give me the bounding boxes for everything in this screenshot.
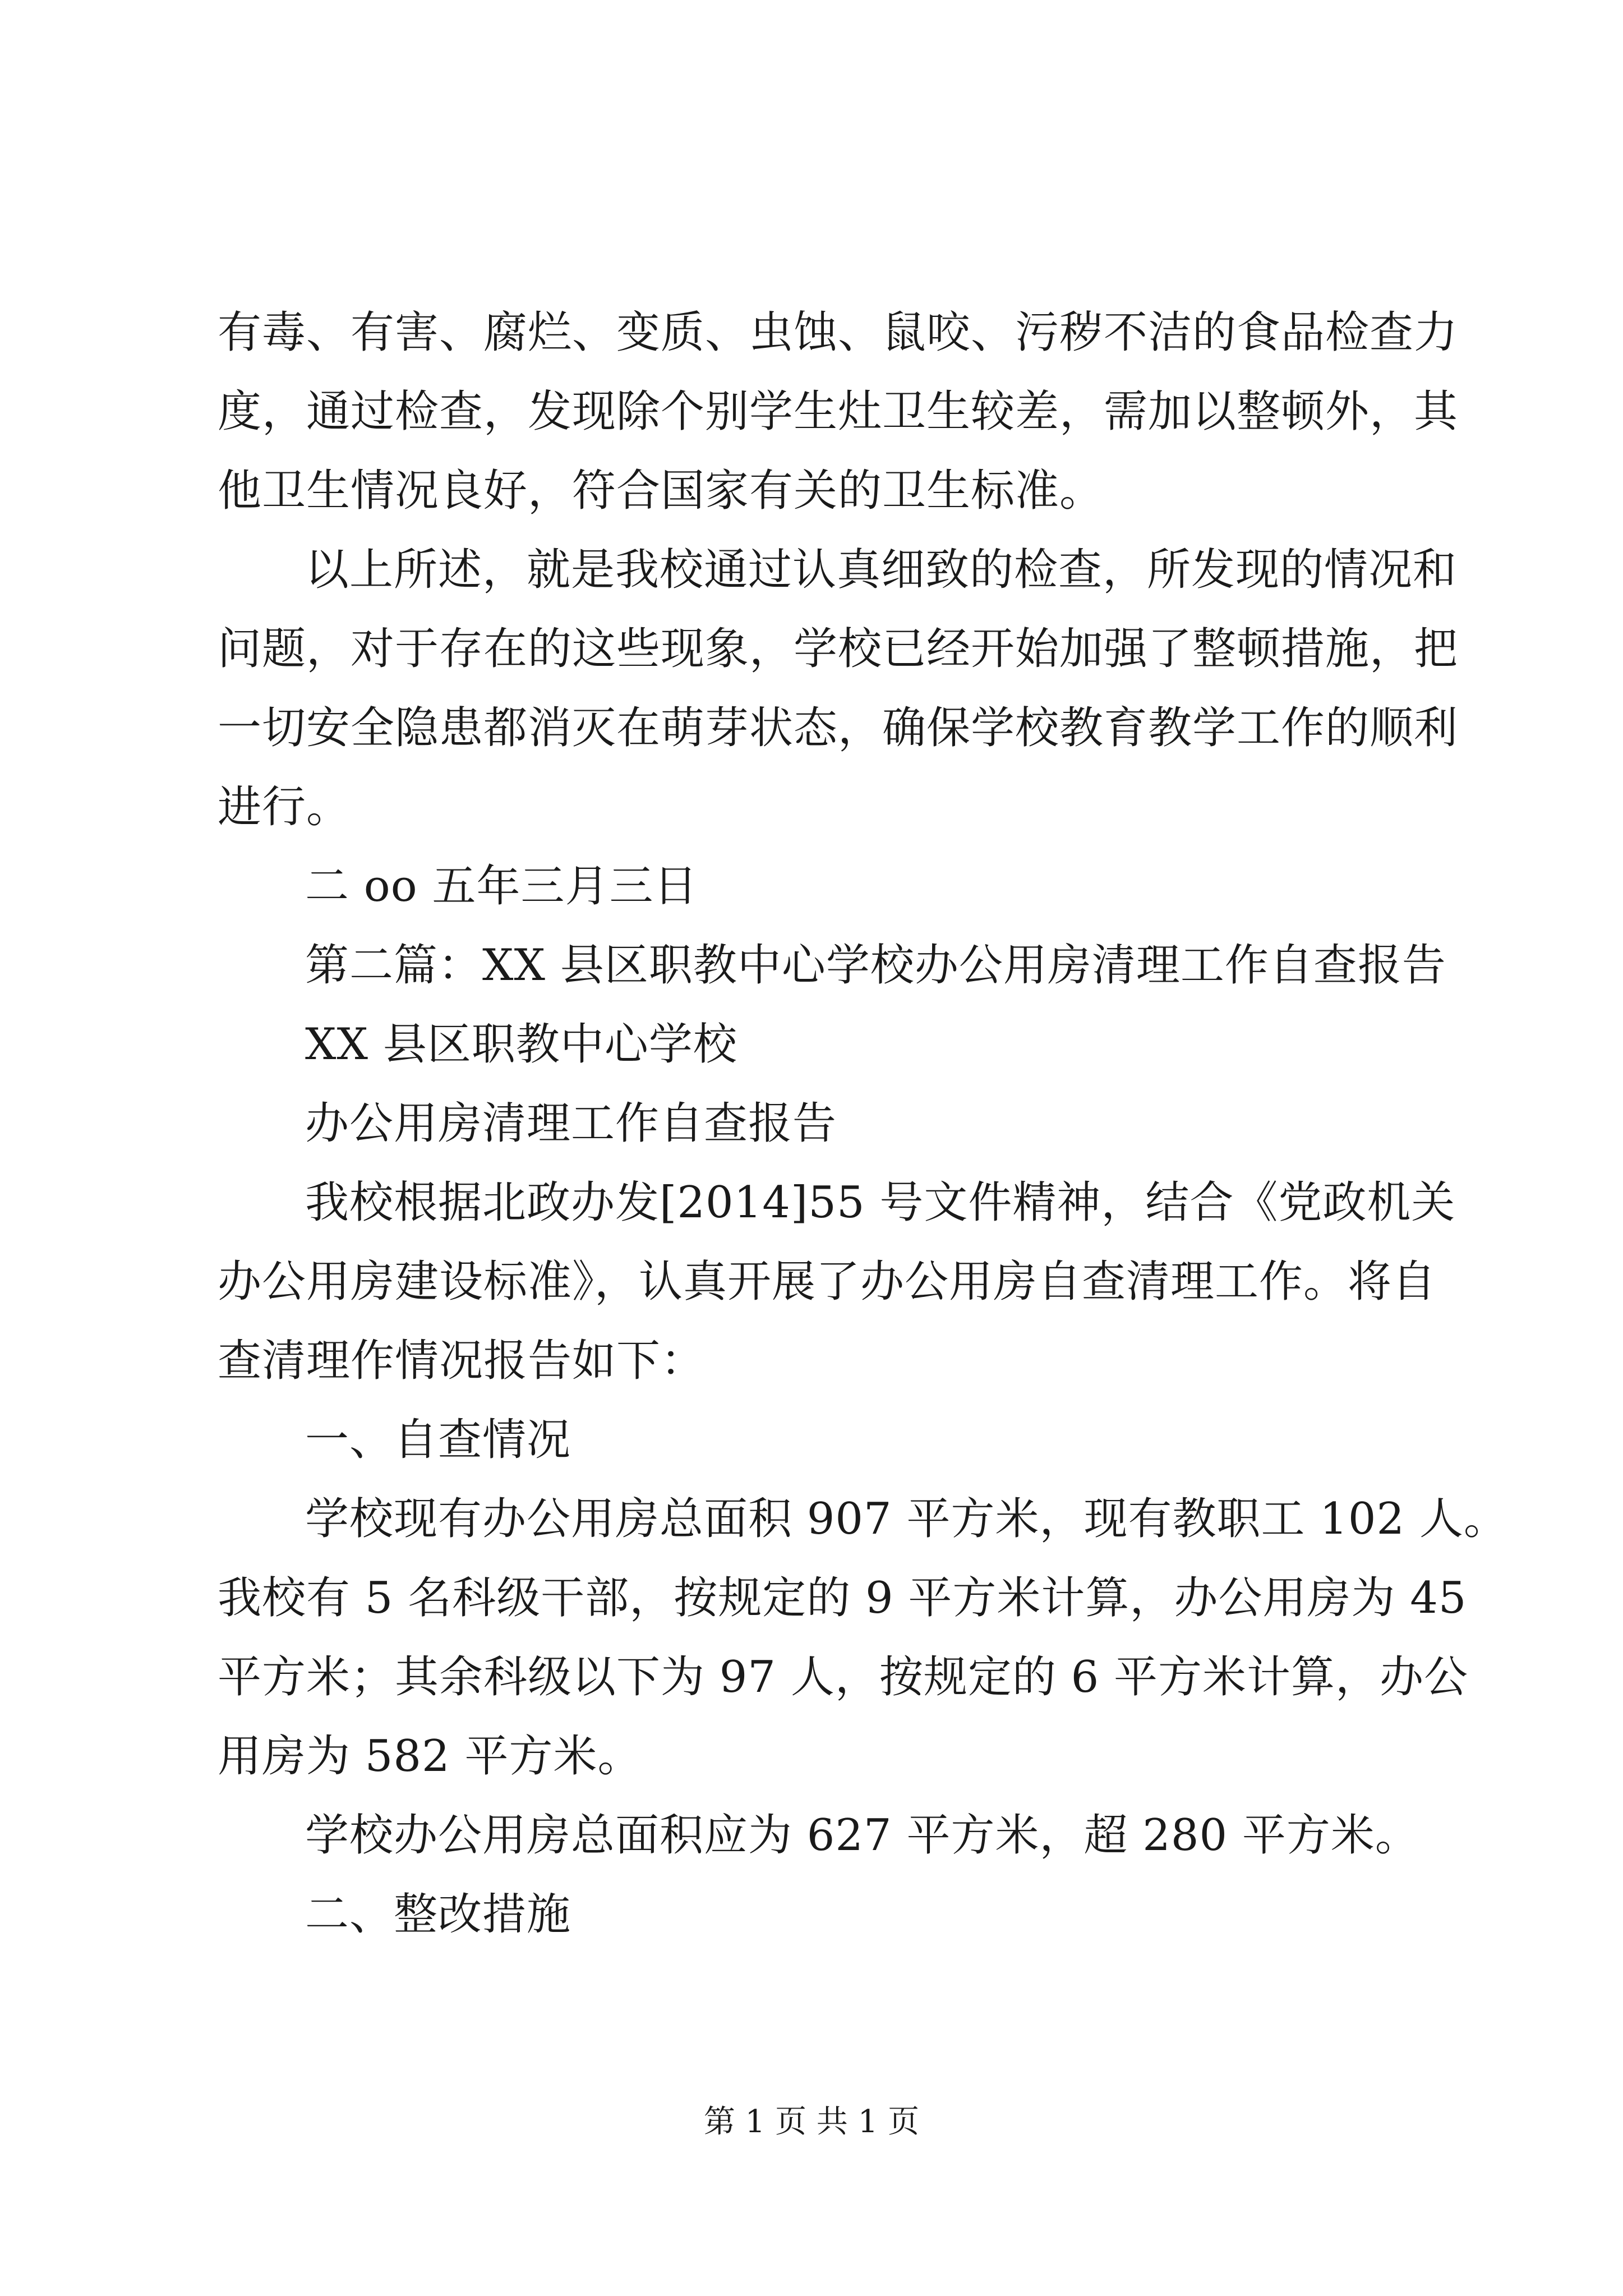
text-line-5: 问题，对于存在的这些现象，学校已经开始加强了整顿措施，把: [218, 624, 1459, 674]
text-line-7: 进行。: [218, 782, 351, 832]
date-line: 二 oo 五年三月三日: [305, 861, 698, 912]
heading-self-check: 一、自查情况: [305, 1415, 571, 1465]
section-title: 第二篇：XX 县区职教中心学校办公用房清理工作自查报告: [305, 940, 1446, 991]
heading-rectification: 二、整改措施: [305, 1889, 571, 1940]
school-name: XX 县区职教中心学校: [305, 1019, 737, 1070]
text-line-14: 查清理作情况报告如下：: [218, 1336, 706, 1386]
report-title: 办公用房清理工作自查报告: [305, 1098, 837, 1149]
text-line-13: 办公用房建设标准》，认真开展了办公用房自查清理工作。将自: [218, 1257, 1437, 1307]
text-line-6: 一切安全隐患都消灭在萌芽状态，确保学校教育教学工作的顺利: [218, 703, 1459, 753]
text-line-4: 以上所述，就是我校通过认真细致的检查，所发现的情况和: [305, 545, 1458, 595]
page-footer: 第 1 页 共 1 页: [703, 2104, 920, 2140]
text-line-3: 他卫生情况良好，符合国家有关的卫生标准。: [218, 466, 1104, 516]
text-line-19: 用房为 582 平方米。: [218, 1731, 642, 1782]
text-line-12: 我校根据北政办发[2014]55 号文件精神，结合《党政机关: [305, 1177, 1456, 1228]
text-line-1: 有毒、有害、腐烂、变质、虫蚀、鼠咬、污秽不洁的食品检查力: [218, 307, 1459, 358]
text-line-17: 我校有 5 名科级干部，按规定的 9 平方米计算，办公用房为 45: [218, 1573, 1467, 1623]
text-line-20: 学校办公用房总面积应为 627 平方米，超 280 平方米。: [305, 1810, 1419, 1861]
text-line-18: 平方米；其余科级以下为 97 人，按规定的 6 平方米计算，办公: [218, 1652, 1469, 1703]
text-line-16: 学校现有办公用房总面积 907 平方米，现有教职工 102 人。: [305, 1494, 1508, 1544]
text-line-2: 度，通过检查，发现除个别学生灶卫生较差，需加以整顿外，其: [218, 386, 1459, 437]
